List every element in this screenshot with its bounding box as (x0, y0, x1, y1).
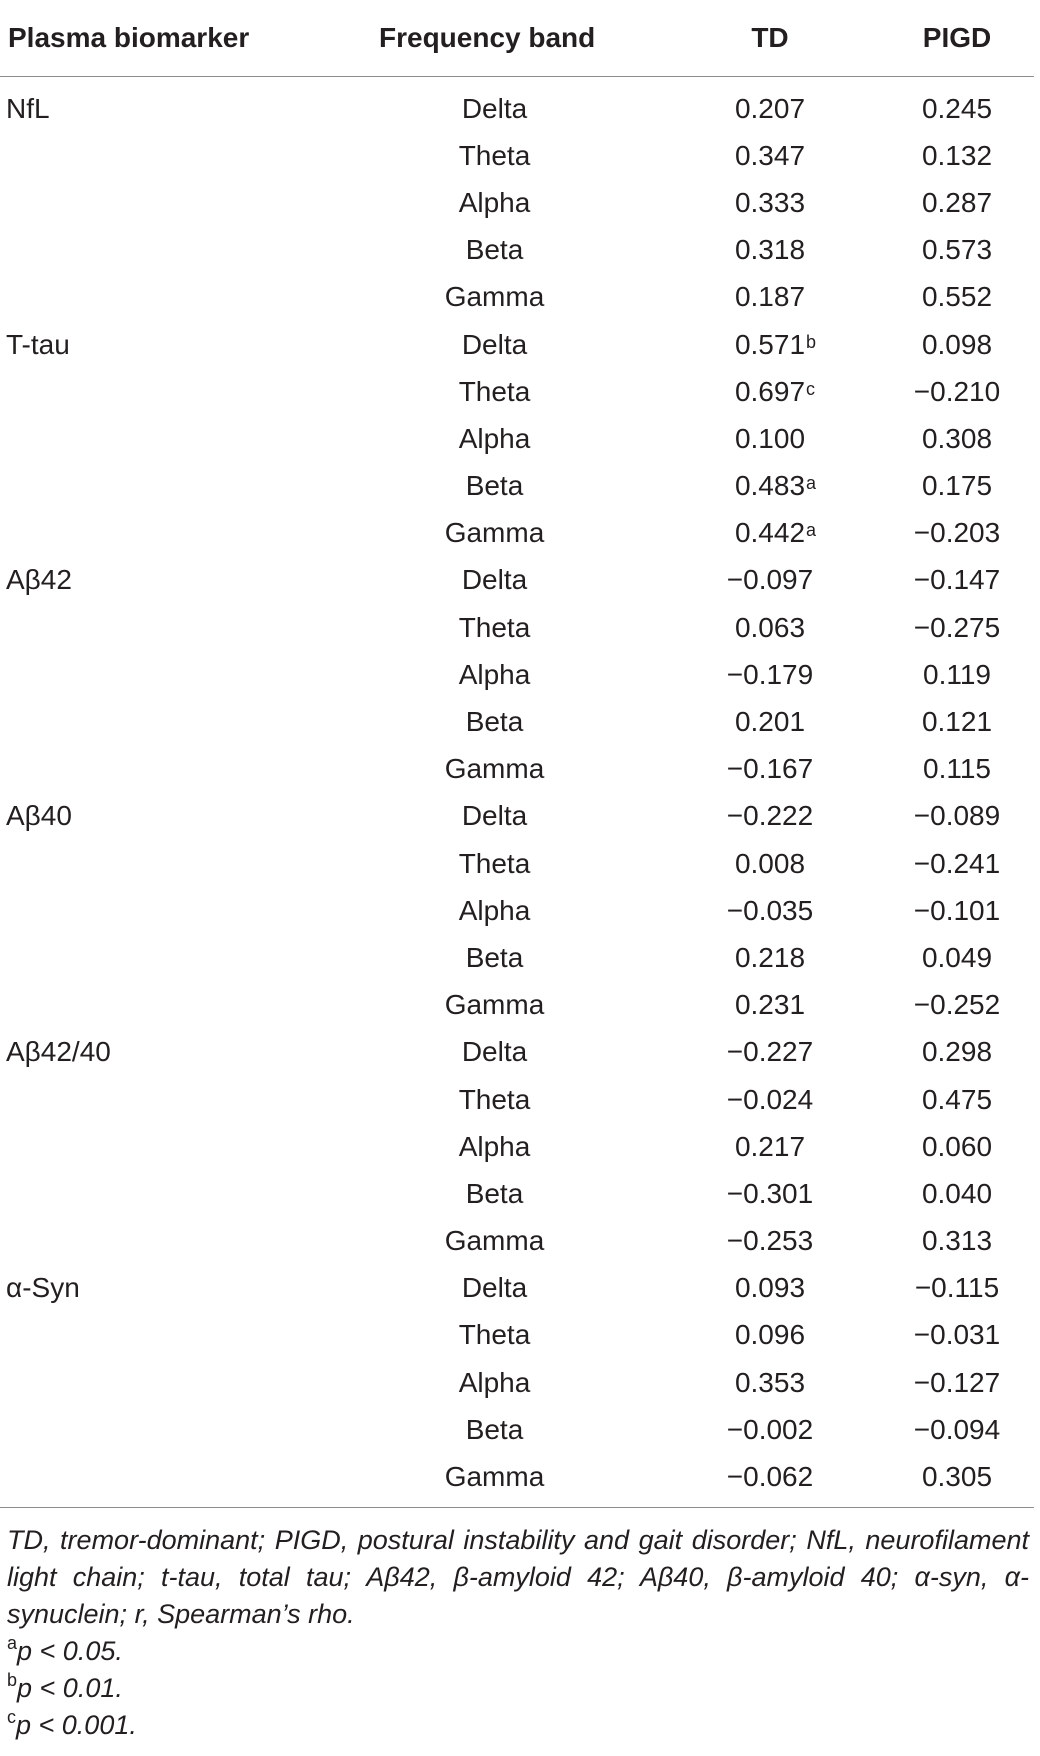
cell-plasma-biomarker (0, 415, 340, 462)
cell-pigd-value: 0.049 (921, 941, 993, 973)
footnote-note-a (7, 1633, 1029, 1670)
table-footnote (7, 1522, 1029, 1744)
td-value: 0.096 (734, 1319, 806, 1351)
cell-pigd-value: 0.175 (921, 470, 993, 502)
table-row (0, 368, 1034, 415)
td-value: 0.353 (734, 1366, 806, 1398)
td-value: 0.571 (734, 328, 806, 360)
td-value-wrap: 0.697 c (734, 375, 816, 407)
cell-pigd-value: 0.040 (921, 1177, 993, 1209)
table-row (0, 510, 1034, 557)
footnote-mark: a (7, 1633, 18, 1653)
cell-frequency-band: Alpha (458, 894, 531, 926)
cell-td-value (640, 982, 840, 1029)
td-value-wrap (727, 564, 813, 596)
cell-td-value (640, 651, 840, 698)
cell-pigd-value: 0.115 (923, 753, 991, 785)
cell-pigd-value: −0.127 (913, 1366, 1001, 1398)
cell-frequency-band: Alpha (458, 422, 531, 454)
cell-pigd-value: −0.147 (913, 564, 1001, 596)
cell-frequency-band: Theta (458, 847, 531, 879)
cell-pigd-value: 0.132 (921, 139, 993, 171)
header-row (0, 0, 1034, 77)
header-plasma-biomarker: Plasma biomarker (0, 0, 340, 77)
cell-td-value (640, 1029, 840, 1076)
cell-td-value (640, 1312, 840, 1359)
td-value: 0.483 (734, 470, 806, 502)
cell-pigd-value: 0.475 (921, 1083, 993, 1115)
cell-frequency-band: Beta (465, 234, 524, 266)
table-row (0, 934, 1034, 981)
td-value-wrap (727, 1036, 813, 1068)
footnote-note-c (7, 1707, 1029, 1744)
td-value: 0.218 (734, 941, 806, 973)
cell-td-value (640, 132, 840, 179)
td-value-wrap (727, 800, 813, 832)
cell-td-value (640, 840, 840, 887)
cell-frequency-band: Delta (461, 328, 528, 360)
td-value-wrap (735, 234, 805, 266)
footnote-note-b (7, 1670, 1029, 1707)
td-value: −0.222 (726, 800, 814, 832)
cell-plasma-biomarker (0, 179, 340, 226)
cell-plasma-biomarker: α-Syn (6, 1272, 80, 1304)
cell-pigd-value: 0.119 (923, 658, 991, 690)
td-value: 0.442 (734, 517, 806, 549)
cell-td-value (640, 179, 840, 226)
cell-frequency-band: Delta (461, 564, 528, 596)
td-value-wrap (735, 706, 805, 738)
cell-frequency-band: Beta (465, 470, 524, 502)
td-value-wrap (735, 423, 805, 455)
cell-frequency-band: Delta (461, 92, 528, 124)
cell-td-value (640, 1406, 840, 1453)
cell-plasma-biomarker (0, 463, 340, 510)
td-value-wrap (735, 1367, 805, 1399)
table-row (0, 463, 1034, 510)
cell-td-value (640, 77, 840, 133)
td-value: 0.231 (734, 989, 806, 1021)
table-row (0, 746, 1034, 793)
cell-td-value (640, 557, 840, 604)
table-row (0, 1170, 1034, 1217)
cell-frequency-band: Delta (461, 800, 528, 832)
cell-pigd-value: −0.094 (913, 1413, 1001, 1445)
cell-td-value (640, 887, 840, 934)
td-value-wrap (735, 1272, 805, 1304)
cell-plasma-biomarker (0, 1123, 340, 1170)
td-value: 0.093 (734, 1272, 806, 1304)
table-row (0, 132, 1034, 179)
table-row (0, 321, 1034, 368)
td-value: 0.697 (734, 375, 806, 407)
td-value-wrap (735, 93, 805, 125)
cell-frequency-band: Delta (461, 1036, 528, 1068)
td-value-wrap (727, 1178, 813, 1210)
cell-frequency-band: Alpha (458, 658, 531, 690)
td-value: 0.187 (734, 281, 806, 313)
table-row (0, 1406, 1034, 1453)
cell-td-value (640, 1359, 840, 1406)
td-value-wrap (727, 1461, 813, 1493)
table-row (0, 1359, 1034, 1406)
cell-td-value (640, 793, 840, 840)
td-value: −0.035 (726, 894, 814, 926)
td-value: 0.100 (734, 422, 806, 454)
cell-plasma-biomarker (0, 1312, 340, 1359)
td-value: −0.179 (726, 658, 814, 690)
table-row (0, 227, 1034, 274)
cell-td-value (640, 227, 840, 274)
cell-plasma-biomarker (0, 227, 340, 274)
table-row (0, 1029, 1034, 1076)
td-value-wrap (727, 659, 813, 691)
cell-plasma-biomarker: Aβ40 (6, 800, 72, 832)
td-value: −0.167 (726, 753, 814, 785)
cell-plasma-biomarker: Aβ42/40 (6, 1036, 111, 1068)
td-value: −0.024 (726, 1083, 814, 1115)
cell-frequency-band: Beta (465, 941, 524, 973)
cell-pigd-value: 0.552 (921, 281, 993, 313)
cell-frequency-band: Gamma (340, 1453, 640, 1507)
cell-plasma-biomarker: T-tau (6, 328, 70, 360)
cell-frequency-band: Alpha (458, 186, 531, 218)
cell-plasma-biomarker: Aβ42 (6, 564, 72, 596)
cell-pigd-value: 0.308 (921, 422, 993, 454)
cell-pigd-value: −0.275 (913, 611, 1001, 643)
table-row (0, 698, 1034, 745)
td-value-wrap (735, 989, 805, 1021)
table-row (0, 1312, 1034, 1359)
cell-td-value (640, 321, 840, 368)
cell-plasma-biomarker (0, 132, 340, 179)
cell-frequency-band: Gamma (444, 1225, 545, 1257)
cell-plasma-biomarker (0, 887, 340, 934)
td-value-wrap (727, 895, 813, 927)
cell-td-value (640, 1076, 840, 1123)
td-value-wrap (735, 612, 805, 644)
table-row (0, 887, 1034, 934)
td-value-wrap (727, 1084, 813, 1116)
cell-frequency-band: Gamma (444, 753, 545, 785)
cell-td-value (640, 1265, 840, 1312)
header-frequency-band: Frequency band (340, 0, 640, 77)
cell-frequency-band: Alpha (458, 1130, 531, 1162)
td-value: −0.227 (726, 1036, 814, 1068)
td-value: −0.301 (726, 1177, 814, 1209)
table-row (0, 982, 1034, 1029)
cell-plasma-biomarker (0, 1359, 340, 1406)
td-value: 0.347 (734, 139, 806, 171)
cell-plasma-biomarker (0, 1453, 340, 1507)
td-value: 0.207 (734, 92, 806, 124)
table-row (0, 557, 1034, 604)
cell-plasma-biomarker (0, 698, 340, 745)
cell-pigd-value: 0.298 (921, 1036, 993, 1068)
cell-plasma-biomarker (0, 746, 340, 793)
cell-td-value (640, 1123, 840, 1170)
cell-plasma-biomarker: NfL (6, 92, 50, 124)
td-value: 0.201 (734, 706, 806, 738)
cell-pigd-value: −0.252 (913, 989, 1001, 1021)
cell-frequency-band: Beta (465, 1413, 524, 1445)
td-value-wrap (727, 1414, 813, 1446)
cell-td-value (640, 510, 840, 557)
cell-plasma-biomarker (0, 368, 340, 415)
cell-td-value (640, 274, 840, 321)
table-row (0, 1076, 1034, 1123)
table-body (0, 77, 1034, 1508)
cell-plasma-biomarker (0, 1406, 340, 1453)
table-row (0, 77, 1034, 133)
td-value-wrap (727, 1225, 813, 1257)
td-value-wrap: 0.483 a (734, 470, 817, 502)
cell-plasma-biomarker (0, 1076, 340, 1123)
cell-td-value (640, 415, 840, 462)
cell-frequency-band: Theta (458, 611, 531, 643)
table-row (0, 651, 1034, 698)
cell-td-value (640, 463, 840, 510)
cell-td-value (640, 1218, 840, 1265)
cell-frequency-band: Gamma (444, 281, 545, 313)
cell-plasma-biomarker (0, 510, 340, 557)
td-value-wrap (735, 187, 805, 219)
cell-plasma-biomarker (0, 1170, 340, 1217)
td-value: −0.062 (726, 1461, 814, 1493)
table-row (0, 604, 1034, 651)
cell-frequency-band: Gamma (444, 989, 545, 1021)
cell-td-value (640, 368, 840, 415)
td-value: 0.063 (734, 611, 806, 643)
footnote-mark: b (7, 1670, 18, 1690)
table-row (0, 179, 1034, 226)
cell-plasma-biomarker (0, 604, 340, 651)
cell-frequency-band: Beta (465, 1177, 524, 1209)
cell-frequency-band: Theta (458, 375, 531, 407)
td-value: 0.333 (734, 186, 806, 218)
cell-pigd-value: −0.031 (913, 1319, 1001, 1351)
cell-plasma-biomarker (0, 1218, 340, 1265)
footnote-abbreviations: TD, tremor-dominant; PIGD, postural instability and gait disorder; NfL, neurofilament light chain; t-tau, total tau; Aβ42, β-amyloid 42; Aβ40, β-amyloid 40; α-syn, α-synuclein; r, Spearman’s rho. (7, 1525, 1029, 1629)
td-value: −0.253 (726, 1225, 814, 1257)
cell-frequency-band: Beta (465, 706, 524, 738)
cell-pigd-value: 0.060 (921, 1130, 993, 1162)
cell-pigd-value: 0.305 (840, 1453, 1034, 1507)
td-value: 0.217 (734, 1130, 806, 1162)
footnote-text: p < 0.001. (16, 1710, 137, 1740)
cell-td-value (640, 934, 840, 981)
td-value-wrap (735, 848, 805, 880)
td-value-wrap (735, 942, 805, 974)
cell-frequency-band: Alpha (458, 1366, 531, 1398)
td-value-wrap (735, 1131, 805, 1163)
cell-pigd-value: −0.089 (913, 800, 1001, 832)
td-value: −0.002 (726, 1413, 814, 1445)
header-td: TD (640, 0, 840, 77)
table-header (0, 0, 1034, 77)
header-pigd: PIGD (840, 0, 1034, 77)
table-row (0, 793, 1034, 840)
td-value-wrap (727, 753, 813, 785)
table-row (0, 274, 1034, 321)
table-row (0, 415, 1034, 462)
cell-plasma-biomarker (0, 934, 340, 981)
cell-frequency-band: Gamma (444, 517, 545, 549)
td-value-wrap: 0.571 b (734, 328, 817, 360)
td-value-wrap (735, 281, 805, 313)
footnote-mark: c (7, 1707, 16, 1727)
td-value-wrap (735, 140, 805, 172)
cell-plasma-biomarker (0, 840, 340, 887)
cell-frequency-band: Theta (458, 1083, 531, 1115)
td-value: 0.008 (734, 847, 806, 879)
table-row (0, 1218, 1034, 1265)
cell-pigd-value: −0.101 (913, 894, 1001, 926)
td-value: 0.318 (734, 234, 806, 266)
table-row (0, 1453, 1034, 1507)
cell-frequency-band: Delta (461, 1272, 528, 1304)
td-value-wrap: 0.442 a (734, 517, 817, 549)
cell-pigd-value: 0.098 (921, 328, 993, 360)
cell-frequency-band: Theta (458, 139, 531, 171)
td-value: −0.097 (726, 564, 814, 596)
cell-frequency-band: Theta (458, 1319, 531, 1351)
cell-pigd-value: 0.287 (921, 186, 993, 218)
cell-plasma-biomarker (0, 651, 340, 698)
cell-pigd-value: 0.121 (921, 706, 993, 738)
cell-pigd-value: −0.241 (913, 847, 1001, 879)
table-row (0, 1265, 1034, 1312)
cell-td-value (640, 604, 840, 651)
td-value-wrap (735, 1319, 805, 1351)
cell-pigd-value: 0.313 (921, 1225, 993, 1257)
cell-plasma-biomarker (0, 982, 340, 1029)
cell-td-value (640, 1453, 840, 1507)
cell-plasma-biomarker (0, 274, 340, 321)
cell-pigd-value: −0.115 (914, 1272, 1000, 1304)
cell-pigd-value: −0.210 (913, 375, 1001, 407)
cell-td-value (640, 1170, 840, 1217)
footnote-text: p < 0.05. (17, 1636, 123, 1666)
cell-pigd-value: 0.573 (921, 234, 993, 266)
cell-td-value (640, 746, 840, 793)
cell-td-value (640, 698, 840, 745)
cell-pigd-value: −0.203 (913, 517, 1001, 549)
table-row (0, 1123, 1034, 1170)
table-row (0, 840, 1034, 887)
cell-pigd-value: 0.245 (921, 92, 993, 124)
footnote-text: p < 0.01. (17, 1673, 123, 1703)
